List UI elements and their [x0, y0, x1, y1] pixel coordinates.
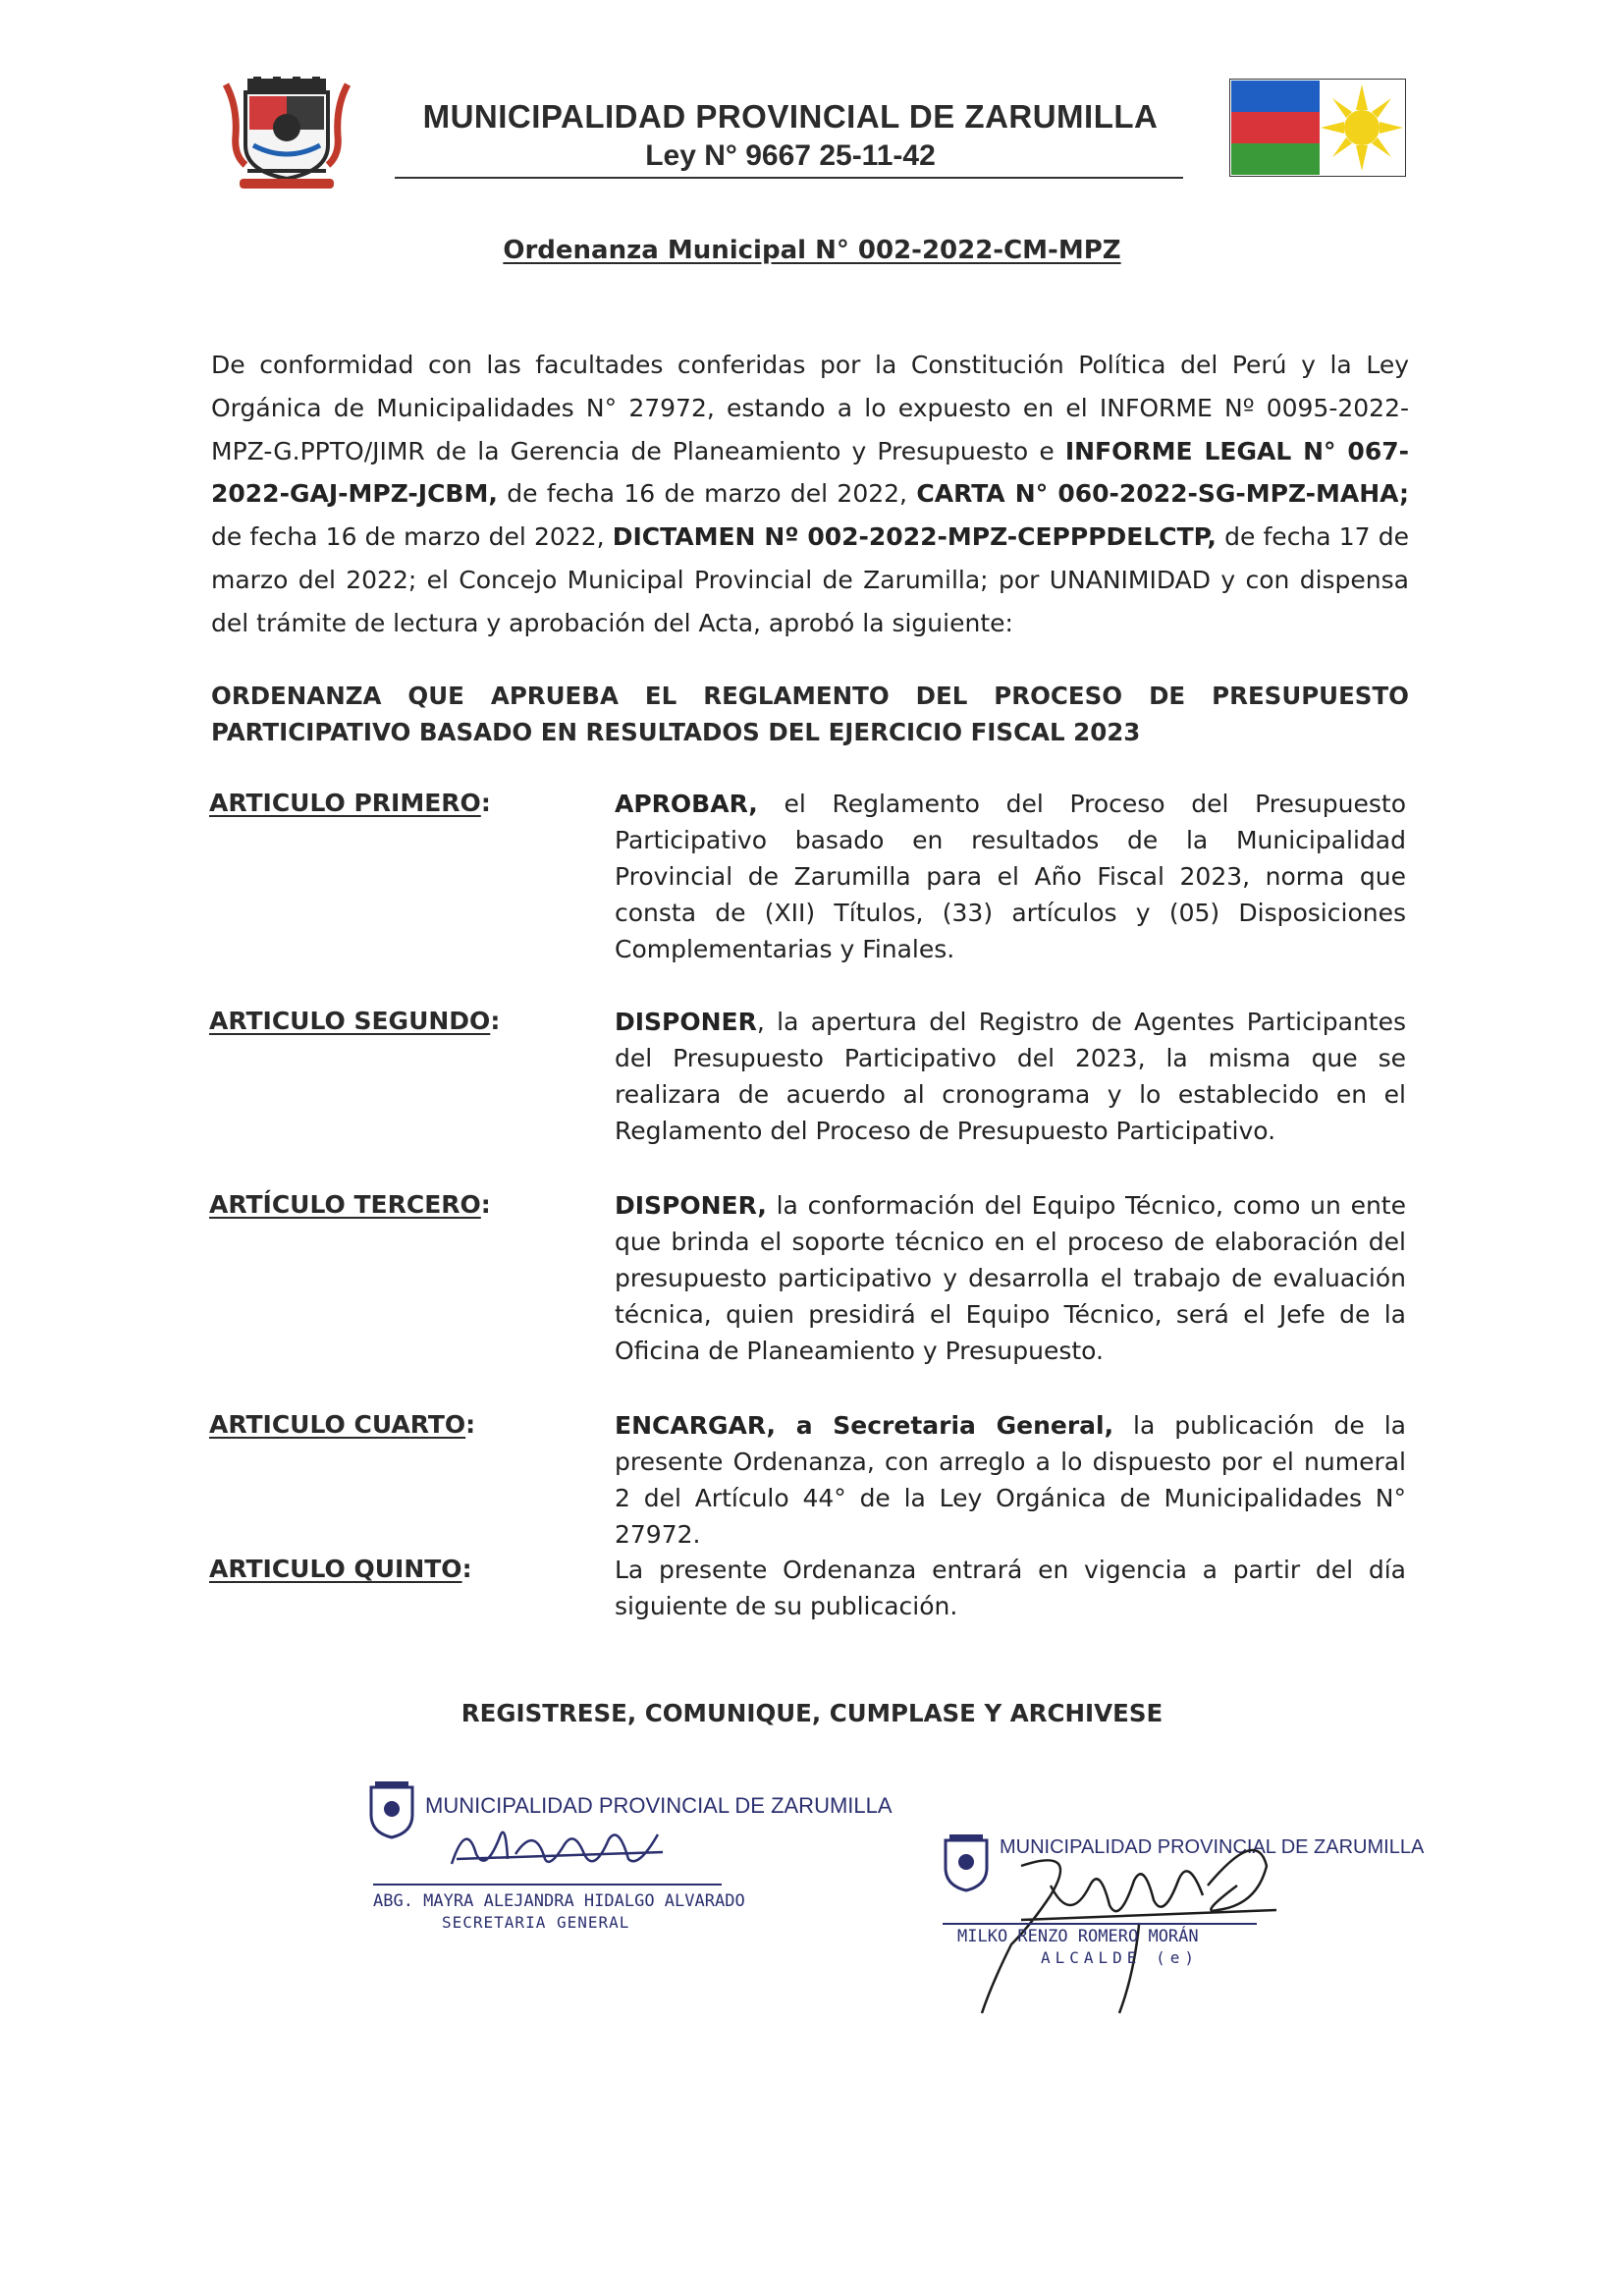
intro-paragraph: De conformidad con las facultades conferidas por la Constitución Política del Perú y la Ley Orgánica de Municipalidades N° 27972, estando a lo expuesto en el INFORME Nº 0095-2022-MPZ-G.PPTO/JIMR de la Gerencia de Planeamiento y Presupuesto e INFORME LEGAL N° 067-2022-GAJ-MPZ-JCBM, de fecha 16 de marzo del 2022, CARTA N° 060-2022-SG-MPZ-MAHA; de fecha 16 de marzo del 2022, DICTAMEN Nº 002-2022-MPZ-CEPPPDELCTP, de fecha 17 de marzo del 2022; el Concejo Municipal Provincial de Zarumilla; por UNANIMIDAD y con dispensa del trámite de lectura y aprobación del Acta, aprobó la siguiente: — [211, 351, 1410, 637]
article-5-label: ARTICULO QUINTO: — [209, 1555, 472, 1583]
article-2-label: ARTICULO SEGUNDO: — [209, 1007, 501, 1035]
zarumilla-flag-icon — [1229, 79, 1406, 177]
law-reference: Ley N° 9667 25-11-42 — [645, 139, 936, 172]
handwritten-signature — [447, 1815, 673, 1884]
ordinance-heading: ORDENANZA QUE APRUEBA EL REGLAMENTO DEL PROCESO DE PRESUPUESTO PARTICIPATIVO BASADO EN RESULTADOS DEL EJERCICIO FISCAL 2023 — [211, 682, 1409, 746]
municipality-name: MUNICIPALIDAD PROVINCIAL DE ZARUMILLA — [422, 98, 1159, 135]
article-1-label: ARTICULO PRIMERO: — [209, 789, 491, 817]
article-3-label: ARTÍCULO TERCERO: — [209, 1190, 491, 1219]
stamp-text: MUNICIPALIDAD PROVINCIAL DE ZARUMILLA — [1000, 1836, 1425, 1858]
signature-line — [373, 1884, 722, 1886]
article-5-text: La presente Ordenanza entrará en vigencia a partir del día siguiente de su publicación. — [615, 1556, 1406, 1620]
article-4-label: ARTICULO CUARTO: — [209, 1410, 476, 1439]
signature-line — [943, 1923, 1257, 1925]
signatory-name: MILKO RENZO ROMERO MORÁN — [957, 1927, 1199, 1946]
article-3-text: DISPONER, la conformación del Equipo Técnico, como un ente que brinda el soporte técnico en el proceso de elaboración del presupuesto participativo y desarrolla el trabajo de evaluación técnica, quien presidirá el Equipo Técnico, será el Jefe de la Oficina de Planeamiento y Presupuesto. — [615, 1191, 1406, 1365]
signatory-role: SECRETARIA GENERAL — [442, 1913, 630, 1932]
ordinance-number-title: Ordenanza Municipal N° 002-2022-CM-MPZ — [503, 236, 1121, 265]
handwritten-signature — [962, 1827, 1286, 2023]
municipal-crest-icon — [218, 77, 355, 192]
signature-block-secretary — [358, 1777, 893, 1935]
stamp-crest-icon — [363, 1781, 420, 1840]
signatory-name: ABG. MAYRA ALEJANDRA HIDALGO ALVARADO — [373, 1891, 745, 1911]
article-4-text: ENCARGAR, a Secretaria General, la publicación de la presente Ordenanza, con arreglo a lo dispuesto por el numeral 2 del Artículo 44° de la Ley Orgánica de Municipalidades N° 27972. — [615, 1411, 1406, 1549]
signatory-role: ALCALDE (e) — [1041, 1948, 1199, 1967]
stamp-text: MUNICIPALIDAD PROVINCIAL DE ZARUMILLA — [425, 1793, 893, 1818]
article-2-text: DISPONER, la apertura del Registro de Agentes Participantes del Presupuesto Participativo del 2023, la misma que se realizara de acuerdo al cronograma y lo establecido en el Reglamento del Proceso de Presupuesto Participativo. — [615, 1008, 1406, 1145]
closing-formula: REGISTRESE, COMUNIQUE, CUMPLASE Y ARCHIVESE — [460, 1699, 1164, 1727]
header-divider — [395, 177, 1183, 179]
signature-block-mayor — [933, 1827, 1425, 2052]
article-1-text: APROBAR, el Reglamento del Proceso del Presupuesto Participativo basado en resultados de la Municipalidad Provincial de Zarumilla para el Año Fiscal 2023, norma que consta de (XII) Títulos, (33) artículos y (05) Disposiciones Complementarias y Finales. — [615, 790, 1406, 963]
